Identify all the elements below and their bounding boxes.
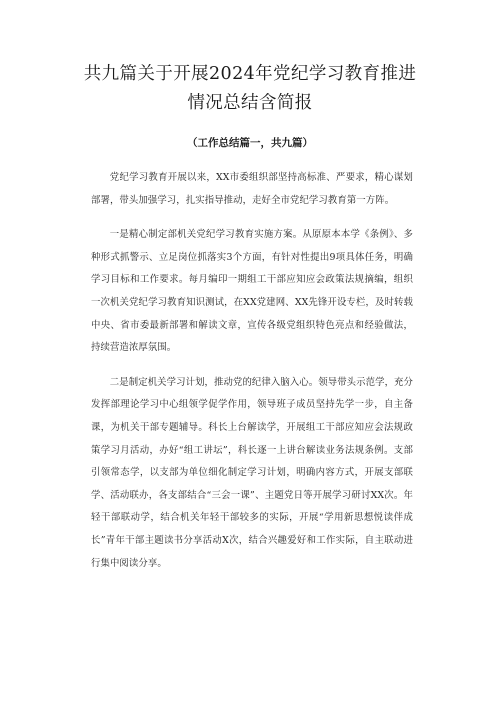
paragraph-intro: 党纪学习教育开展以来，XX市委组织部坚持高标准、严要求，精心谋划部署，带头加强学习，扎实指导推动，走好全市党纪学习教育第一方阵。 xyxy=(91,172,413,206)
document-body xyxy=(91,167,413,587)
paragraph-point-one: 一是精心制定部机关党纪学习教育实施方案。从原原本本学《条例》、多种形式抓警示、立足岗位抓落实3个方面，有针对性提出9项具体任务，明确学习目标和工作要求。每月编印一期组工干部应知应会政策法规摘编，组织一次机关党纪学习教育知识测试，在XX党建网、XX先锋开设专栏，及时转载中央、省市委最新部署和解读文章，宣传各级党组织特色亮点和经验做法，持续营造浓厚氛围。 xyxy=(91,229,413,354)
document-title-line2: 情况总结含简报 xyxy=(187,93,313,113)
document-subtitle: （工作总结篇一，共九篇） xyxy=(187,137,313,149)
paragraph-point-two: 二是制定机关学习计划，推动党的纪律入脑入心。领导带头示范学，充分发挥部理论学习中心组领学促学作用，领导班子成员坚持先学一步，自主备课，为机关干部专题辅导。科长上台解读学，开展组工干部应知应会法规政策学习月活动，办好“组工讲坛”，科长逐一上讲台解读业务法规条例。支部引领常态学，以支部为单位细化制定学习计划，明确内容方式，开展支部联学、活动联办，各支部结合“三会一课”、主题党日等开展学习研讨XX次。年轻干部联动学，结合机关年轻干部较多的实际，开展“学用新思想悦读伴成长”青年干部主题读书分享活动X次，结合兴趣爱好和工作实际，自主联动进行集中阅读分享。 xyxy=(91,376,413,569)
document-title-line1: 共九篇关于开展2024年党纪学习教育推进 xyxy=(83,64,417,84)
document-title xyxy=(40,60,460,118)
